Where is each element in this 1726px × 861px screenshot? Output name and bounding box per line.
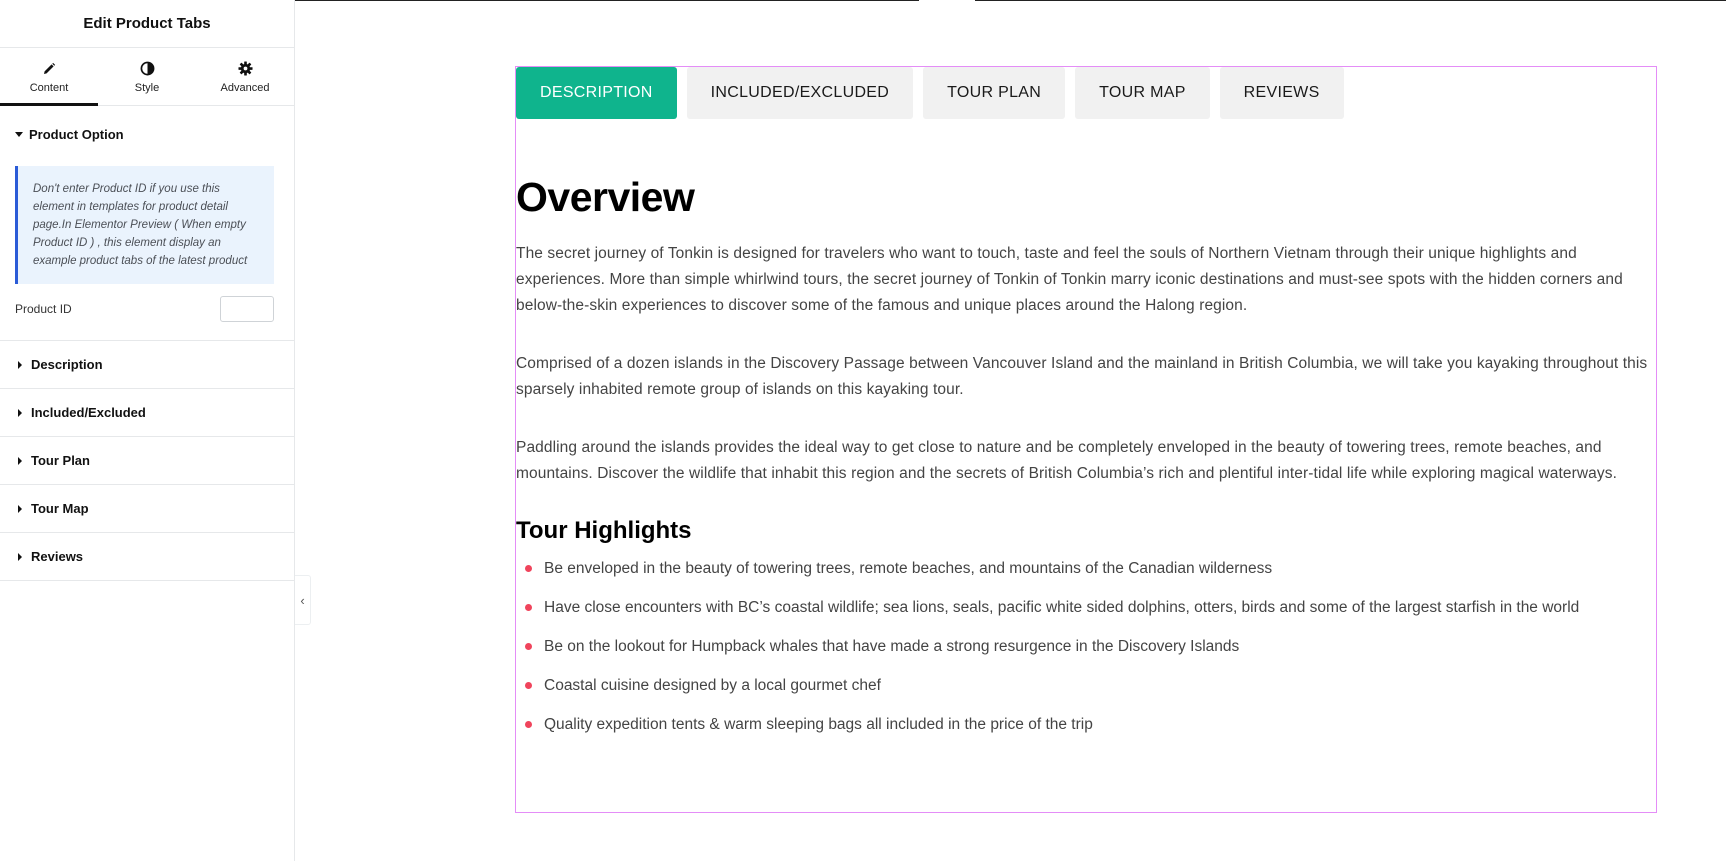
highlight-text: Coastal cuisine designed by a local gourmet chef: [544, 677, 881, 694]
bullet-icon: [525, 682, 532, 689]
bullet-icon: [525, 643, 532, 650]
tab-tour-map[interactable]: TOUR MAP: [1075, 67, 1210, 119]
section-product-option-title: Product Option: [29, 126, 124, 142]
overview-paragraph: Paddling around the islands provides the ideal way to get close to nature and be completely enveloped in the beauty of towering trees, remote beaches, and mountains. Discover the wildlife that inhabit this region and the secrets of British Columbia’s rich and plentiful inter-tidal life while exploring magical waterways.: [516, 439, 1617, 482]
highlight-text: Be enveloped in the beauty of towering trees, remote beaches, and mountains of the Canadian wilderness: [544, 560, 1273, 577]
overview-paragraph: The secret journey of Tonkin is designed for travelers who want to touch, taste and feel the souls of Northern Vietnam through their unique highlights and experiences. More than simple whirlwind tours, the secret journey of Tonkin of Tonkin marry iconic destinations and must-see spots with the hidden corners and below-the-skin experiences to discover some of the famous and unique places around the Halong region.: [516, 245, 1623, 314]
product-tabs-widget[interactable]: [515, 66, 1657, 813]
section-reviews[interactable]: [0, 533, 294, 581]
tab-content-label: Content: [29, 81, 69, 94]
list-item: [516, 713, 1656, 752]
tab-tour-plan[interactable]: TOUR PLAN: [923, 67, 1065, 119]
tour-highlights-list: [516, 557, 1656, 752]
section-included-excluded[interactable]: [0, 389, 294, 437]
gear-icon: [238, 60, 253, 78]
overview-paragraph: Comprised of a dozen islands in the Discovery Passage between Vancouver Island and the mainland in British Columbia, we will take you kayaking throughout this sparsely inhabited remote group of islands on this kayaking tour.: [516, 355, 1648, 398]
bullet-icon: [525, 565, 532, 572]
panel-title: Edit Product Tabs: [0, 0, 294, 48]
tour-highlights-heading: Tour Highlights: [516, 517, 692, 544]
product-id-input[interactable]: [220, 296, 274, 322]
tab-advanced[interactable]: [196, 48, 294, 105]
section-product-option-toggle[interactable]: [15, 106, 274, 162]
highlight-text: Have close encounters with BC’s coastal wildlife; sea lions, seals, pacific white sided dolphins, otters, birds and some of the largest starfish in the world: [544, 599, 1580, 616]
product-id-label: Product ID: [15, 302, 72, 316]
editor-panel: [0, 0, 295, 861]
tab-included-excluded[interactable]: INCLUDED/EXCLUDED: [687, 67, 913, 119]
section-included-excluded-title: Included/Excluded: [31, 405, 146, 420]
list-item: [516, 557, 1656, 596]
section-product-option: [0, 106, 294, 341]
tab-reviews[interactable]: REVIEWS: [1220, 67, 1344, 119]
section-tour-plan[interactable]: [0, 437, 294, 485]
product-id-notice: Don't enter Product ID if you use this element in templates for product detail page.In Elementor Preview ( When empty Product ID ) , this element display an example product tabs of the latest product: [15, 166, 274, 284]
bullet-icon: [525, 604, 532, 611]
contrast-icon: [140, 60, 155, 78]
list-item: [516, 635, 1656, 674]
section-description[interactable]: [0, 341, 294, 389]
caret-right-icon: [18, 409, 22, 417]
list-item: [516, 596, 1656, 635]
caret-right-icon: [18, 505, 22, 513]
product-id-row: [15, 284, 274, 340]
pencil-icon: [42, 60, 56, 78]
tab-content[interactable]: [0, 48, 98, 105]
tab-advanced-label: Advanced: [220, 81, 270, 94]
caret-right-icon: [18, 457, 22, 465]
panel-tabs: [0, 48, 294, 106]
chevron-left-icon: ‹: [300, 592, 305, 608]
list-item: [516, 674, 1656, 713]
top-divider-right: [975, 0, 1726, 1]
section-reviews-title: Reviews: [31, 549, 84, 564]
bullet-icon: [525, 721, 532, 728]
section-description-title: Description: [31, 357, 103, 372]
section-tour-map[interactable]: [0, 485, 294, 533]
panel-collapse-button[interactable]: [295, 575, 311, 625]
tab-style[interactable]: [98, 48, 196, 105]
section-tour-plan-title: Tour Plan: [31, 453, 90, 468]
highlight-text: Be on the lookout for Humpback whales that have made a strong resurgence in the Discovery Islands: [544, 638, 1240, 655]
highlight-text: Quality expedition tents & warm sleeping bags all included in the price of the trip: [544, 716, 1093, 733]
section-tour-map-title: Tour Map: [31, 501, 89, 516]
caret-down-icon: [15, 132, 23, 137]
top-divider-left: [295, 0, 919, 1]
caret-right-icon: [18, 553, 22, 561]
description-content: [516, 174, 1656, 752]
tab-style-label: Style: [134, 81, 160, 94]
tab-description[interactable]: DESCRIPTION: [516, 67, 677, 119]
caret-right-icon: [18, 361, 22, 369]
overview-heading: Overview: [516, 174, 695, 220]
product-tabs-nav: [516, 67, 1656, 119]
